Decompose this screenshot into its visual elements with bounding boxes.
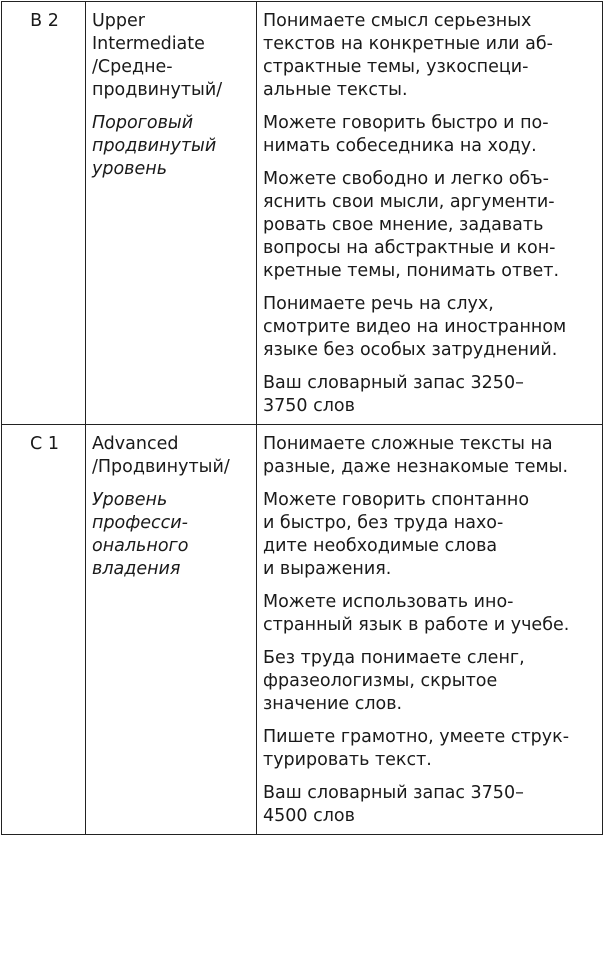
level-detail: Понимаете смысл серьезных текстов на конкретные или аб- страктные темы, узкоспеци- альные тексты. — [263, 11, 553, 100]
level-details-cell — [257, 2, 603, 425]
level-name: Advanced /Продвинутый/ — [92, 434, 230, 477]
level-detail: Ваш словарный запас 3250– 3750 слов — [263, 373, 524, 416]
level-detail: Можете говорить быстро и по- нимать собеседника на ходу. — [263, 113, 549, 156]
table-row — [2, 425, 603, 835]
level-code: B 2 — [2, 2, 86, 425]
level-code: C 1 — [2, 425, 86, 835]
level-detail: Можете свободно и легко объ- яснить свои мысли, аргументи- ровать свое мнение, задавать вопросы на абстрактные и кон- кретные темы, понимать ответ. — [263, 169, 560, 281]
level-detail: Понимаете речь на слух, смотрите видео на иностранном языке без особых затруднений. — [263, 294, 567, 360]
level-description-ru: Уровень професси- онального владения — [92, 490, 189, 579]
level-detail: Без труда понимаете сленг, фразеологизмы, скрытое значение слов. — [263, 648, 525, 714]
language-levels-table — [1, 1, 603, 835]
level-name: Upper Intermediate /Средне- продвинутый/ — [92, 11, 223, 100]
level-detail: Понимаете сложные тексты на разные, даже незнакомые темы. — [263, 434, 569, 477]
level-detail: Ваш словарный запас 3750– 4500 слов — [263, 783, 524, 826]
table-row — [2, 2, 603, 425]
level-details-cell — [257, 425, 603, 835]
level-detail: Можете использовать ино- странный язык в работе и учебе. — [263, 592, 570, 635]
level-name-cell — [86, 2, 257, 425]
level-description-ru: Пороговый продвинутый уровень — [92, 113, 217, 179]
level-detail: Пишете грамотно, умеете струк- турировать текст. — [263, 727, 570, 770]
level-detail: Можете говорить спонтанно и быстро, без труда нахо- дите необходимые слова и выражения. — [263, 490, 530, 579]
level-name-cell — [86, 425, 257, 835]
